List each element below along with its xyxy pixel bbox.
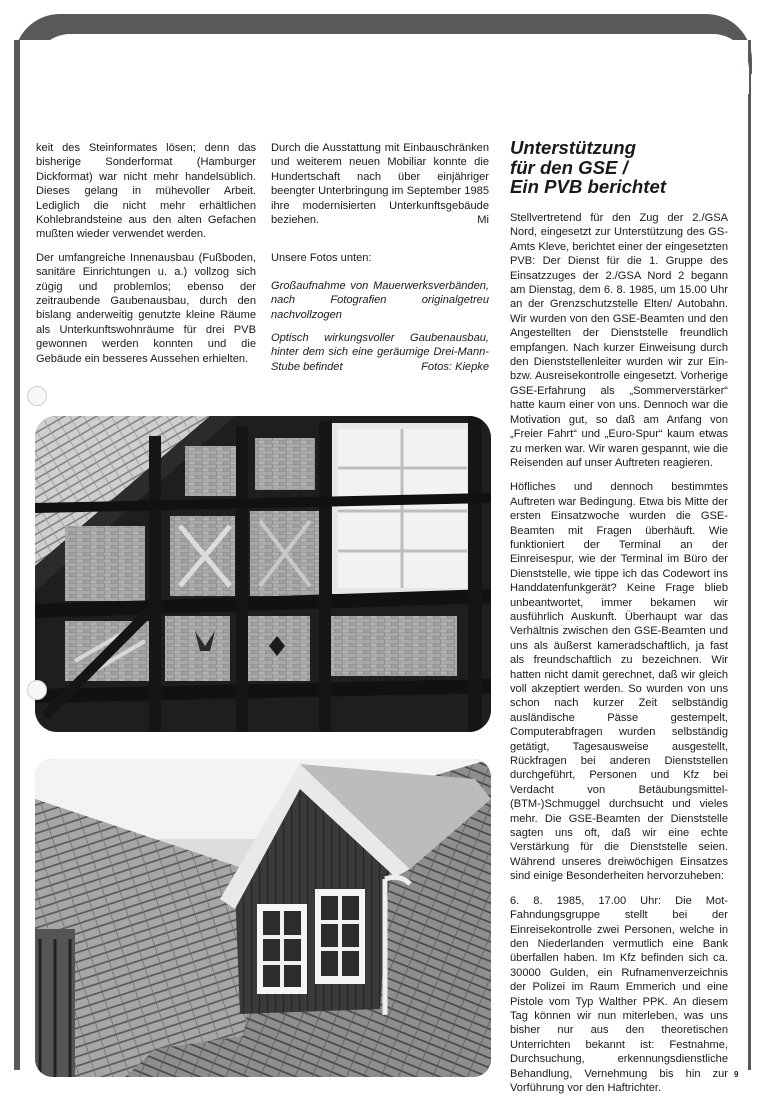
column-2 [271,141,489,383]
col1-paragraph-2: Der umfangreiche Innenausbau (Fußboden, sanitäre Einrichtungen u. a.) vollzog sich zügig und problemlos; ebenso der zeitraubende Gaubenausbau, durch den bislang anderweitig genutzte kleine Räume als Unterkunftswohnräume für drei PVB gewonnen werden konnten und die Gebäude ein besseres Aussehen erhielten. [36,251,256,365]
punch-hole-1 [27,386,47,406]
author-signature: Mi [477,214,489,227]
photo-credit: Fotos: Kiepke [421,360,489,373]
photo-timbered-wall [35,416,491,732]
col3-paragraph-1: Stellvertretend für den Zug der 2./GSA Nord, eingesetzt zur Unterstützung des GS-Amts Kleve, berichtet einer der eingesetzten PVB: Der Dienst für die 1. Gruppe des Einsatzzuges der 2./GSA Nord 2 begann am Dienstag, dem 6. 8. 1985, um 15.00 Uhr an der Grenzschutzstelle Elten/ Autobahn. Wir wurden von den GSE-Beamten und den Angestellten der Dienststelle freundlich empfangen. Nach kurzer Einweisung durch den Dienststellenleiter wurden wir zur Ein- bzw. Ausreisekontrolle eingesetzt. Vorherige GSE-Erfahrung als „Sommerverstärker“ hatte kaum einer von uns. Dennoch war die Motivation gut, so daß am Anfang von „Freier Fahrt“ und „Euro-Spur“ kaum etwas zu merken war. Wir waren gespannt, wie die Reisenden auf unser Auftreten reagieren. [510,212,728,469]
headline-line-3: Ein PVB berichtet [510,176,667,197]
photo-dormer-roof [35,759,491,1077]
col3-paragraph-3: 6. 8. 1985, 17.00 Uhr: Die Mot-Fahndungsgruppe stellt bei der Einreisekontrolle zwei Personen, welche in den Niederlanden vermutlich eine Bank überfallen haben. Im Kfz befinden sich ca. 30000 Gulden, ein Rufnamenverzeichnis der Polizei im Raum Emmerich und eine Pistole vom Typ Walther PPK. An diesem Tag können wir nun miterleben, was uns bisher nur aus den theoretischen Unterrichten bekannt ist: Festnahme, Durchsuchung, erkennungsdienstliche Behandlung, Vernehmung bis hin zur Vorführung vor den Haftrichter. [510,894,728,1094]
photo-caption-2 [271,331,489,374]
column-1 [36,141,256,375]
col2-paragraph-1-text: Durch die Ausstattung mit Einbauschränken und weiterem neuen Mobiliar konnte die Hundertschaft nach über einjähriger beengter Unterbringung im September 1985 ihre modernisierten Unterkunftsgebäude beziehen. [271,142,489,227]
photo-caption-1: Großaufnahme von Mauerwerksverbänden, nach Fotografien originalgetreu nachvollzogen [271,279,489,321]
timbered-wall-image [35,416,491,732]
col1-paragraph-1: keit des Steinformates lösen; denn das bisherige Sonderformat (Hamburger Dickformat) war nicht mehr handelsüblich. Dieses gelang in mühevoller Arbeit. Lediglich die nicht mehr erhältlichen Kohlebrandsteine aus den alten Gefachen mußten wieder verwendet werden. [36,142,256,241]
col3-paragraph-2: Höfliches und dennoch bestimmtes Auftreten war Bedingung. Etwa bis Mitte der ersten Einsatzwoche wurden die GSE-Beamten mit Fragen überhäuft. Wie funktioniert der Terminal an der Einreisespur, wie der Terminal im Büro der Dienststelle, wie tippe ich das Codewort ins Handdatenfunkgerät? Keine Frage blieb unbeantwortet, immer bekamen wir ausführlich Auskunft. Überhaupt war das Verhältnis zwischen den GSE-Beamten und uns als äußerst kameradschaftlich, ja fast als freundschaftlich zu bezeichnen. Wir hatten nicht damit gerechnet, daß wir gleich voll akzeptiert werden. So wurden von uns schon nach kurzer Zeit selbständig ausländische Pässe gestempelt, Computerabfragen wurden selbständig getätigt, Tagesausweise ausgestellt, Rückfragen bei anderen Dienststellen durchgeführt, Personen und Kfz bei Verdacht von Betäubungsmittel-(BTM-)Schmuggel durchsucht und vieles mehr. Die GSE-Beamten der Dienststelle sagten uns oft, daß wir eine echte Verstärkung für die Dienststelle seien. Während unseres dreiwöchigen Einsatzes sind einige Besonderheiten hervorzuheben: [510,481,728,883]
headline-line-2: für den GSE / [510,156,628,178]
column-3 [510,211,728,1105]
punch-hole-2 [27,680,47,700]
col2-paragraph-1 [271,141,489,227]
article-headline [510,138,740,197]
photos-intro: Unsere Fotos unten: [271,252,372,265]
dormer-roof-image [35,759,491,1077]
photo-caption-2-text: Optisch wirkungsvoller Gaubenausbau, hinter dem sich eine geräumige Drei-Mann-Stube befindet [271,332,489,373]
page-number: 9 [734,1070,739,1079]
header-inner [34,34,749,94]
headline-line-1: Unterstützung [510,137,637,158]
